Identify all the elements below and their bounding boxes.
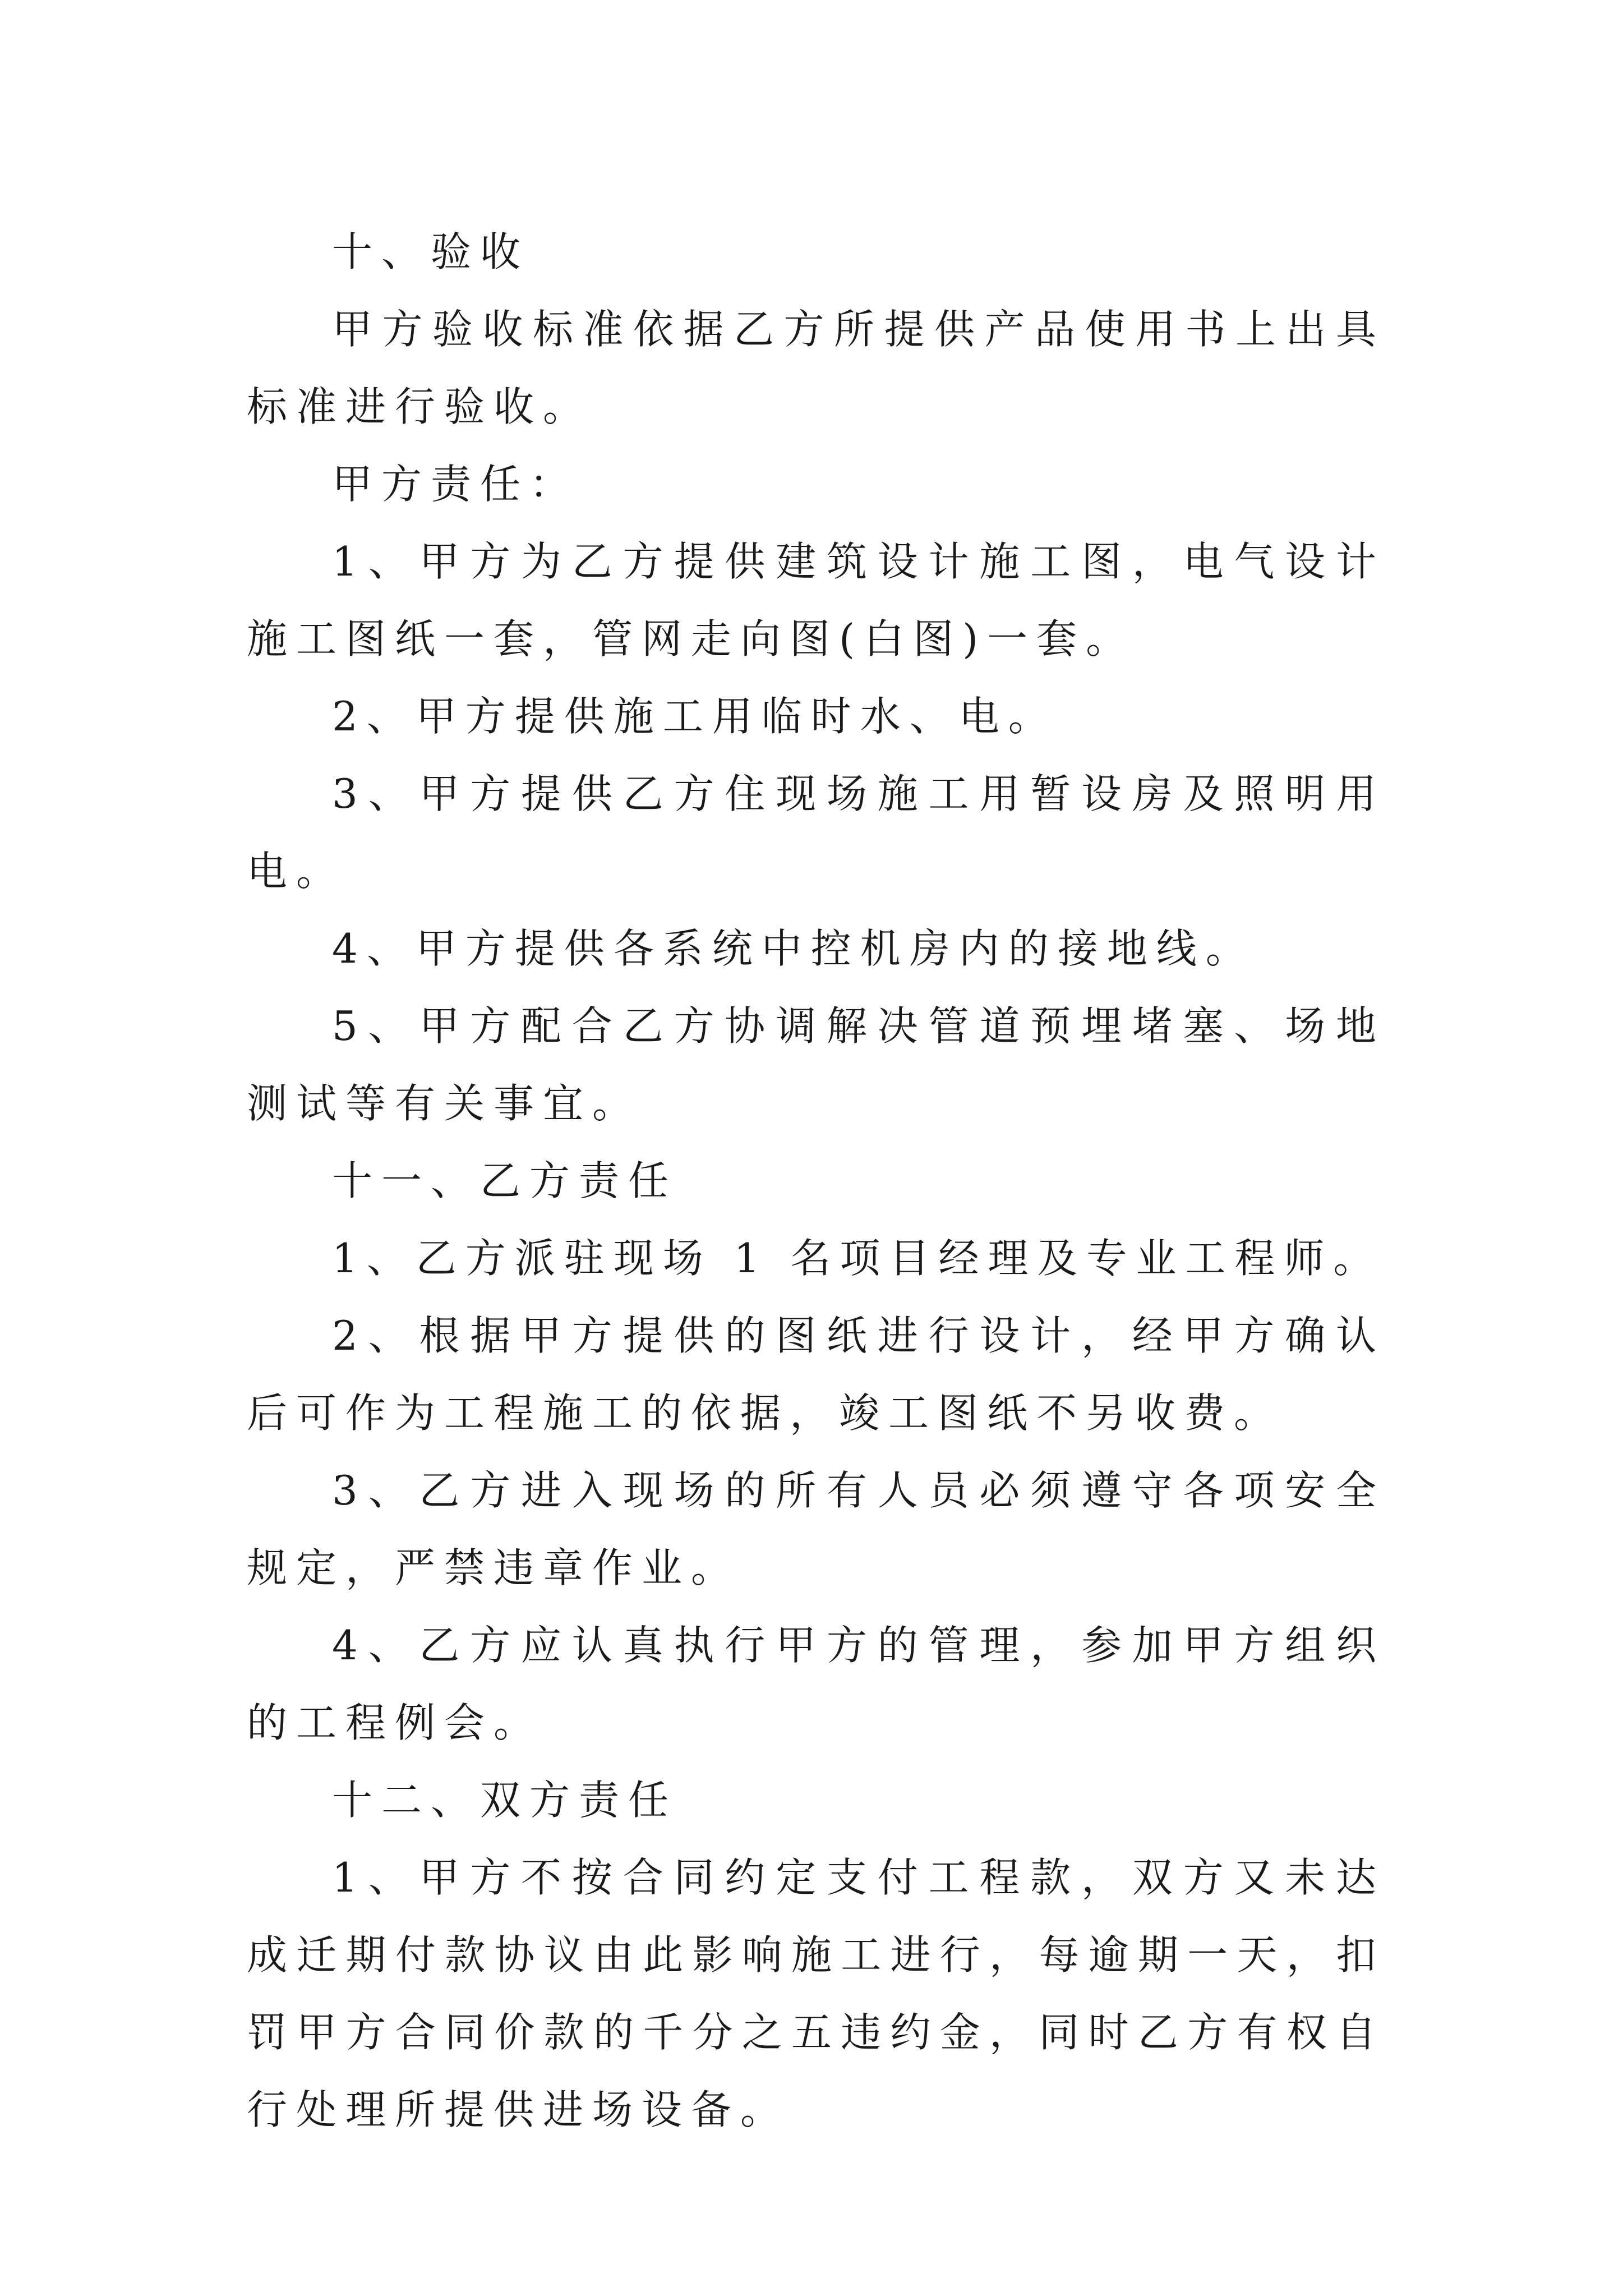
section-heading-acceptance: 十、验收 [332,228,530,275]
section-heading-mutual-responsibility: 十二、双方责任 [332,1777,678,1824]
list-item-party-a-1: 1、甲方为乙方提供建筑设计施工图，电气设计施工图纸一套，管网走向图(白图)一套。 [247,538,1385,662]
list-item-party-a-5: 5、甲方配合乙方协调解决管道预埋堵塞、场地测试等有关事宜。 [247,1002,1385,1127]
subheading-party-a-responsibility: 甲方责任： [332,461,579,508]
list-item-mutual-1: 1、甲方不按合同约定支付工程款，双方又未达成迁期付款协议由此影响施工进行，每逾期一天，扣罚甲方合同价款的千分之五违约金，同时乙方有权自行处理所提供进场设备。 [247,1854,1385,2133]
list-item-party-b-1: 1、乙方派驻现场 1 名项目经理及专业工程师。 [332,1235,1383,1282]
paragraph-acceptance-standard: 甲方验收标准依据乙方所提供产品使用书上出具标准进行验收。 [247,306,1385,430]
document-body [247,213,1385,2148]
list-item-party-b-4: 4、乙方应认真执行甲方的管理，参加甲方组织的工程例会。 [247,1622,1385,1746]
list-item-party-a-4: 4、甲方提供各系统中控机房内的接地线。 [332,925,1255,972]
section-heading-party-b-responsibility: 十一、乙方责任 [332,1157,678,1204]
list-item-party-b-3: 3、乙方进入现场的所有人员必须遵守各项安全规定，严禁违章作业。 [247,1467,1385,1591]
list-item-party-b-2: 2、根据甲方提供的图纸进行设计，经甲方确认后可作为工程施工的依据，竣工图纸不另收费。 [247,1312,1385,1437]
list-item-party-a-3: 3、甲方提供乙方住现场施工用暂设房及照明用电。 [247,770,1385,895]
list-item-party-a-2: 2、甲方提供施工用临时水、电。 [332,693,1058,740]
